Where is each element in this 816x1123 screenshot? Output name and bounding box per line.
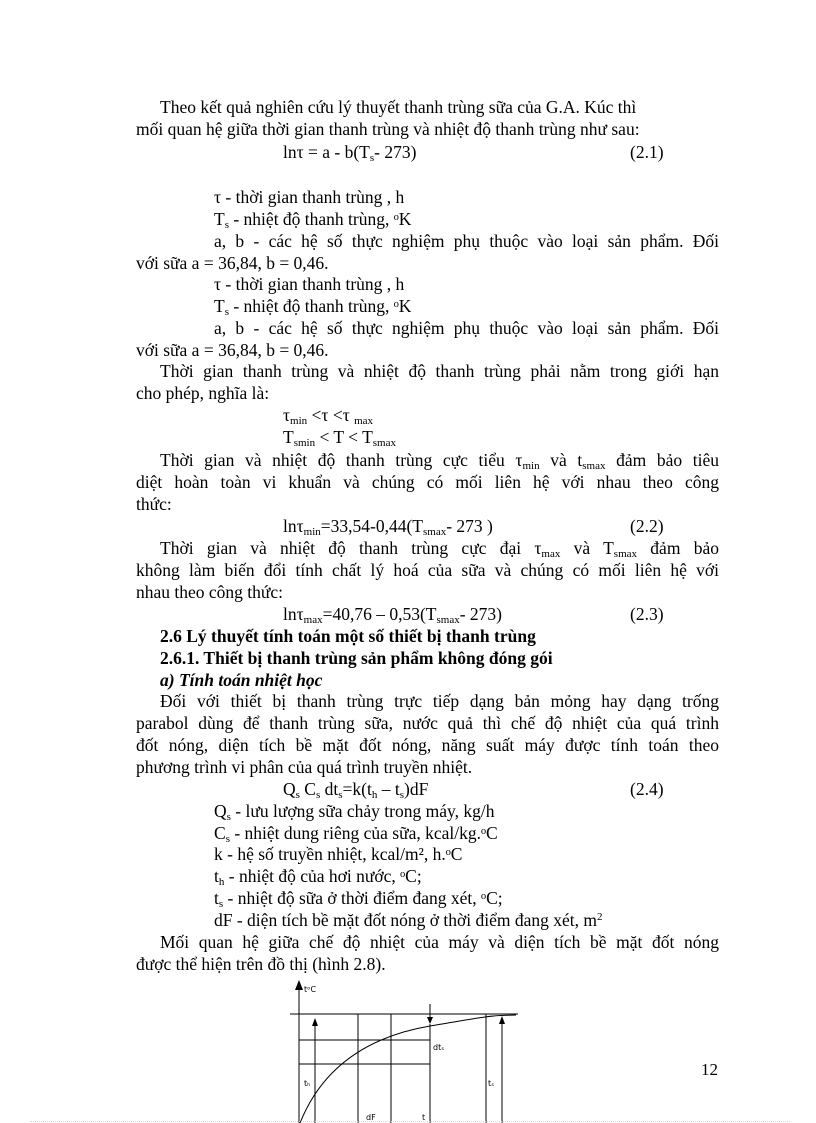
p3-line2: diệt hoàn toàn vi khuẩn và chúng có mối liên hệ với nhau theo công	[136, 472, 719, 492]
def-k: k - hệ số truyền nhiệt, kcal/m², h.ᵒC	[214, 844, 463, 864]
p4-line1: Thời gian và nhiệt độ thanh trùng cực đại $\tau_{max}$ và $T_{smax}$ đảm bảo	[160, 538, 719, 560]
p5-line1: Đối với thiết bị thanh trùng trực tiếp dạng bản mỏng hay dạng trống	[160, 691, 719, 711]
page-number: 12	[701, 1060, 718, 1079]
def-qs: $Q_s$ - lưu lượng sữa chảy trong máy, kg/h	[214, 801, 495, 823]
p4-line2: không làm biến đổi tính chất lý hoá của sữa và chúng có mối liên hệ với	[136, 560, 719, 580]
def-th: $t_h$ - nhiệt độ của hơi nước, ᵒC;	[214, 866, 422, 888]
p3-line1: Thời gian và nhiệt độ thanh trùng cực tiểu $\tau_{min}$ và $t_{smax}$ đảm bảo tiêu	[160, 450, 719, 472]
limit-temperature: $T_{smin} < T < T_{smax}$	[283, 427, 397, 449]
def-ts: $T_s$ - nhiệt độ thanh trùng, ᵒK	[214, 209, 412, 231]
p2-line2: cho phép, nghĩa là:	[136, 383, 270, 403]
dts-arrow-head	[427, 1017, 433, 1024]
equation-2-2: $\ln\tau_{min}=33,54-0,44(T_{smax}-$ 273 )	[283, 516, 493, 538]
limit-tau: $\tau_{min} <\tau <\tau$ $_{max}$	[283, 405, 374, 427]
def-df: dF - diện tích bề mặt đốt nóng ở thời điểm đang xét, $m^2$	[214, 910, 603, 930]
def-tau: τ - thời gian thanh trùng , h	[214, 187, 405, 207]
equation-2-2-number: (2.2)	[630, 516, 664, 536]
def-ts-milk: $t_s$ - nhiệt độ sữa ở thời điểm đang xét, ᵒC;	[214, 888, 503, 910]
ts-arrow-head	[499, 1016, 505, 1024]
p2-line1: Thời gian thanh trùng và nhiệt độ thanh trùng phải nằm trong giới hạn	[160, 361, 719, 381]
p1-line1: Theo kết quả nghiên cứu lý thuyết thanh trùng sữa của G.A. Kúc thì	[160, 97, 637, 117]
equation-2-4-number: (2.4)	[630, 779, 664, 799]
heading-2-6: 2.6 Lý thuyết tính toán một số thiết bị thanh trùng	[160, 626, 536, 646]
heating-curve	[300, 1015, 516, 1123]
th-label: tₕ	[304, 1079, 311, 1088]
def-ab-values-2: với sữa a = 36,84, b = 0,46.	[136, 340, 329, 360]
equation-2-1-number: (2.1)	[630, 142, 664, 162]
p3-line3: thức:	[136, 494, 172, 514]
figure-2-8-graph	[290, 978, 530, 1123]
th-arrow-head	[312, 1018, 318, 1026]
heading-a: a) Tính toán nhiệt học	[160, 670, 323, 690]
equation-2-1: $\ln\tau = a - b(T_s-$ 273)	[283, 142, 417, 164]
p5-line2: parabol dùng để thanh trùng sữa, nước quả thì chế độ nhiệt của quá trình	[136, 713, 719, 733]
p5-line3: đốt nóng, diện tích bề mặt đốt nóng, năng suất máy được tính toán theo	[136, 735, 719, 755]
equation-2-3: $\ln\tau_{max}=40,76 - 0,53(T_{smax}-$ 273)	[283, 604, 503, 626]
t-label: t	[422, 1113, 426, 1122]
dts-label: dtₛ	[433, 1043, 445, 1052]
df-label: dF	[366, 1113, 376, 1122]
p4-line3: nhau theo công thức:	[136, 582, 284, 602]
equation-2-4: $Q_s$ $C_s$ $dt_s=k(t_h - t_s)dF$	[283, 779, 429, 801]
def-tau-2: τ - thời gian thanh trùng , h	[214, 274, 405, 294]
p5-line4: phương trình vi phân của quá trình truyền nhiệt.	[136, 757, 473, 777]
heading-2-6-1: 2.6.1. Thiết bị thanh trùng sản phẩm không đóng gói	[160, 648, 553, 668]
def-ab: a, b - các hệ số thực nghiệm phụ thuộc vào loại sản phẩm. Đối	[214, 231, 719, 251]
y-axis-arrow	[295, 980, 303, 990]
def-cs: $C_s$ - nhiệt dung riêng của sữa, kcal/kg.ᵒC	[214, 823, 498, 845]
page-bottom-divider	[30, 1121, 790, 1122]
y-axis-label: tᵒC	[304, 985, 317, 994]
p1-line2: mối quan hệ giữa thời gian thanh trùng và nhiệt độ thanh trùng như sau:	[136, 119, 640, 139]
def-ab-2: a, b - các hệ số thực nghiệm phụ thuộc vào loại sản phẩm. Đối	[214, 318, 719, 338]
def-ts-2: $T_s$ - nhiệt độ thanh trùng, ᵒK	[214, 296, 412, 318]
p6-line1: Mối quan hệ giữa chế độ nhiệt của máy và diện tích bề mặt đốt nóng	[160, 932, 719, 952]
ts-label: tₛ	[488, 1079, 495, 1088]
p6-line2: được thể hiện trên đồ thị (hình 2.8).	[136, 954, 386, 974]
equation-2-3-number: (2.3)	[630, 604, 664, 624]
def-ab-values: với sữa a = 36,84, b = 0,46.	[136, 253, 329, 273]
